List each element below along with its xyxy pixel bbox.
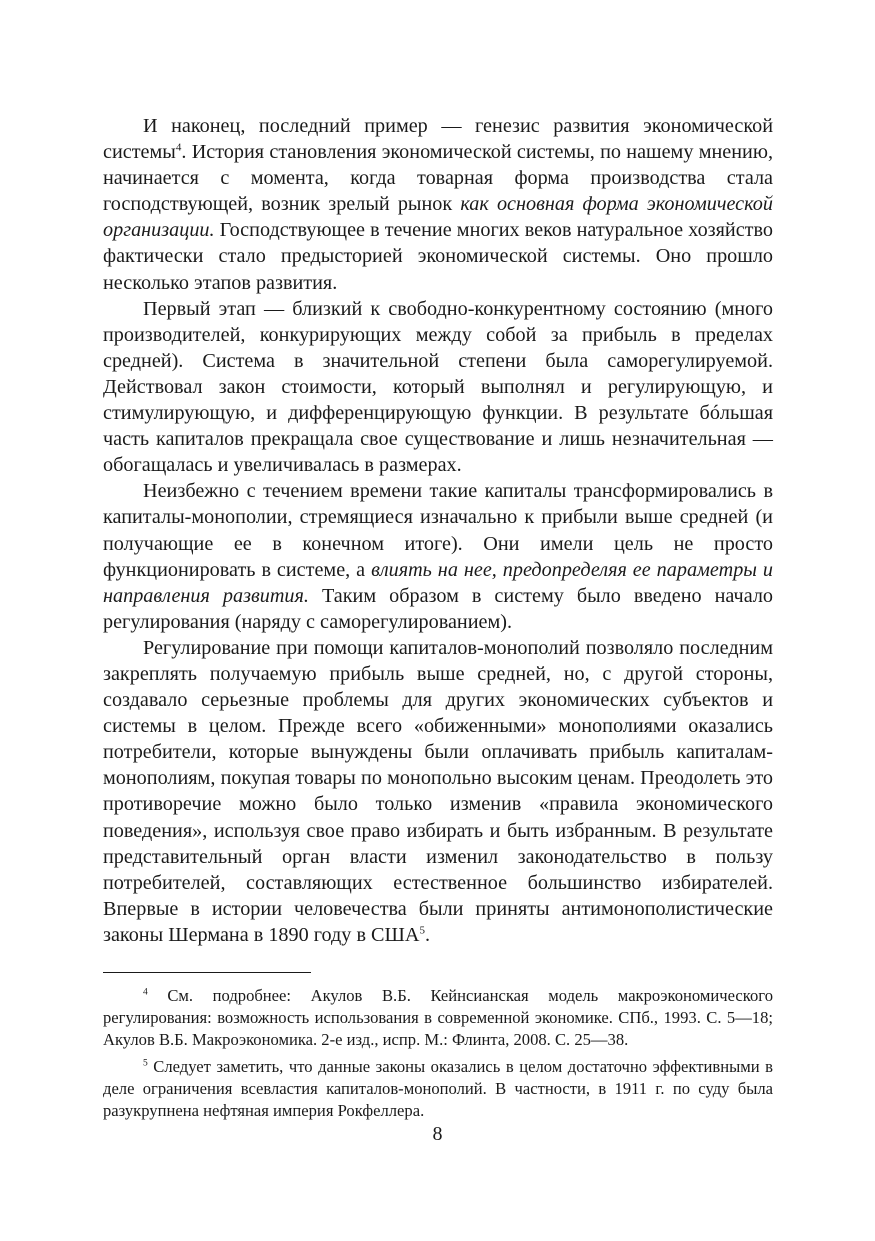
footnote-text: См. подробнее: Акулов В.Б. Кейнсианская модель макроэкономического регулирования: возможность использования в современной экономике. СПб., 1993. С. 5—18; Акулов В.Б. Макроэкономика. 2-е изд., испр. М.: Флинта, 2008. С. 25—38. bbox=[103, 986, 773, 1050]
italic-emphasis: влиять на нее, предопределяя ее параметры и направления развития. bbox=[103, 558, 773, 607]
paragraph-text: Первый этап — близкий к свободно-конкурентному состоянию (много производителей, конкурирующих между собой за прибыль в пределах средней). Система в значительной степени была саморегулируемой. Действовал закон стоимости, который выполнял и регулирующую, и стимулирующую, и дифференцирующую функции. В результате бóльшая часть капиталов прекращала свое существование и лишь незначительная — обогащалась и увеличивалась в размерах. bbox=[103, 297, 773, 477]
body-text bbox=[103, 113, 773, 948]
paragraph-text: Таким образом в систему было введено начало регулирования (наряду с саморегулированием). bbox=[103, 584, 774, 633]
paragraph-genesis bbox=[103, 113, 773, 296]
paragraph-text: И наконец, последний пример — генезис развития экономической системы bbox=[103, 115, 773, 164]
page-content bbox=[103, 113, 773, 1126]
footnote-ref-5[interactable]: 5 bbox=[419, 924, 425, 937]
footnote-marker: 5 bbox=[143, 1058, 148, 1069]
paragraph-text: . bbox=[424, 923, 430, 946]
footnotes bbox=[103, 985, 773, 1122]
footnote-text: Следует заметить, что данные законы оказались в целом достаточно эффективными в деле ограничения всевластия капиталов-монополий. В частности, в 1911 г. по суду была разукрупнена нефтяная империя Рокфеллера. bbox=[103, 1056, 773, 1121]
footnote-ref-4[interactable]: 4 bbox=[175, 141, 182, 154]
footnote-5 bbox=[103, 1056, 773, 1123]
page-number: 8 bbox=[432, 1123, 443, 1145]
paragraph-text: Регулирование при помощи капиталов-монополий позволяло последним закреплять получаемую прибыль выше средней, но, с другой стороны, создавало серьезные проблемы для других экономических субъектов и системы в целом. Прежде всего «обиженными» монополиями оказались потребители, которые вынуждены были оплачивать прибыль капиталам-монополиям, покупая товары по монопольно высоким ценам. Преодолеть это противоречие можно было только изменив «правила экономического поведения», используя свое право избирать и быть избранным. В результате представительный орган власти изменил законодательство в пользу потребителей, составляющих естественное большинство избирателей. Впервые в истории человечества были приняты антимонополистические законы Шермана в 1890 году в США bbox=[103, 636, 773, 946]
footnote-marker: 4 bbox=[143, 987, 148, 998]
paragraph-regulation bbox=[103, 635, 773, 948]
footnote-separator bbox=[103, 972, 311, 973]
paragraph-first-stage bbox=[103, 296, 773, 479]
paragraph-text: . История становления экономической системы, по нашему мнению, начинается с момента, когда товарная форма производства стала господствующей, возник зрелый рынок bbox=[103, 141, 773, 216]
italic-emphasis: как основная форма экономической организации. bbox=[103, 193, 773, 242]
paragraph-text: Господствующее в течение многих веков натуральное хозяйство фактически стало предысторией экономической системы. Оно прошло несколько этапов развития. bbox=[103, 219, 773, 294]
paragraph-monopolies bbox=[103, 478, 773, 635]
footnote-4 bbox=[103, 985, 773, 1052]
paragraph-text: Неизбежно с течением времени такие капиталы трансформировались в капиталы-монополии, стремящиеся изначально к прибыли выше средней (и получающие ее в конечном итоге). Они имели цель не просто функционировать в системе, а bbox=[103, 480, 773, 581]
